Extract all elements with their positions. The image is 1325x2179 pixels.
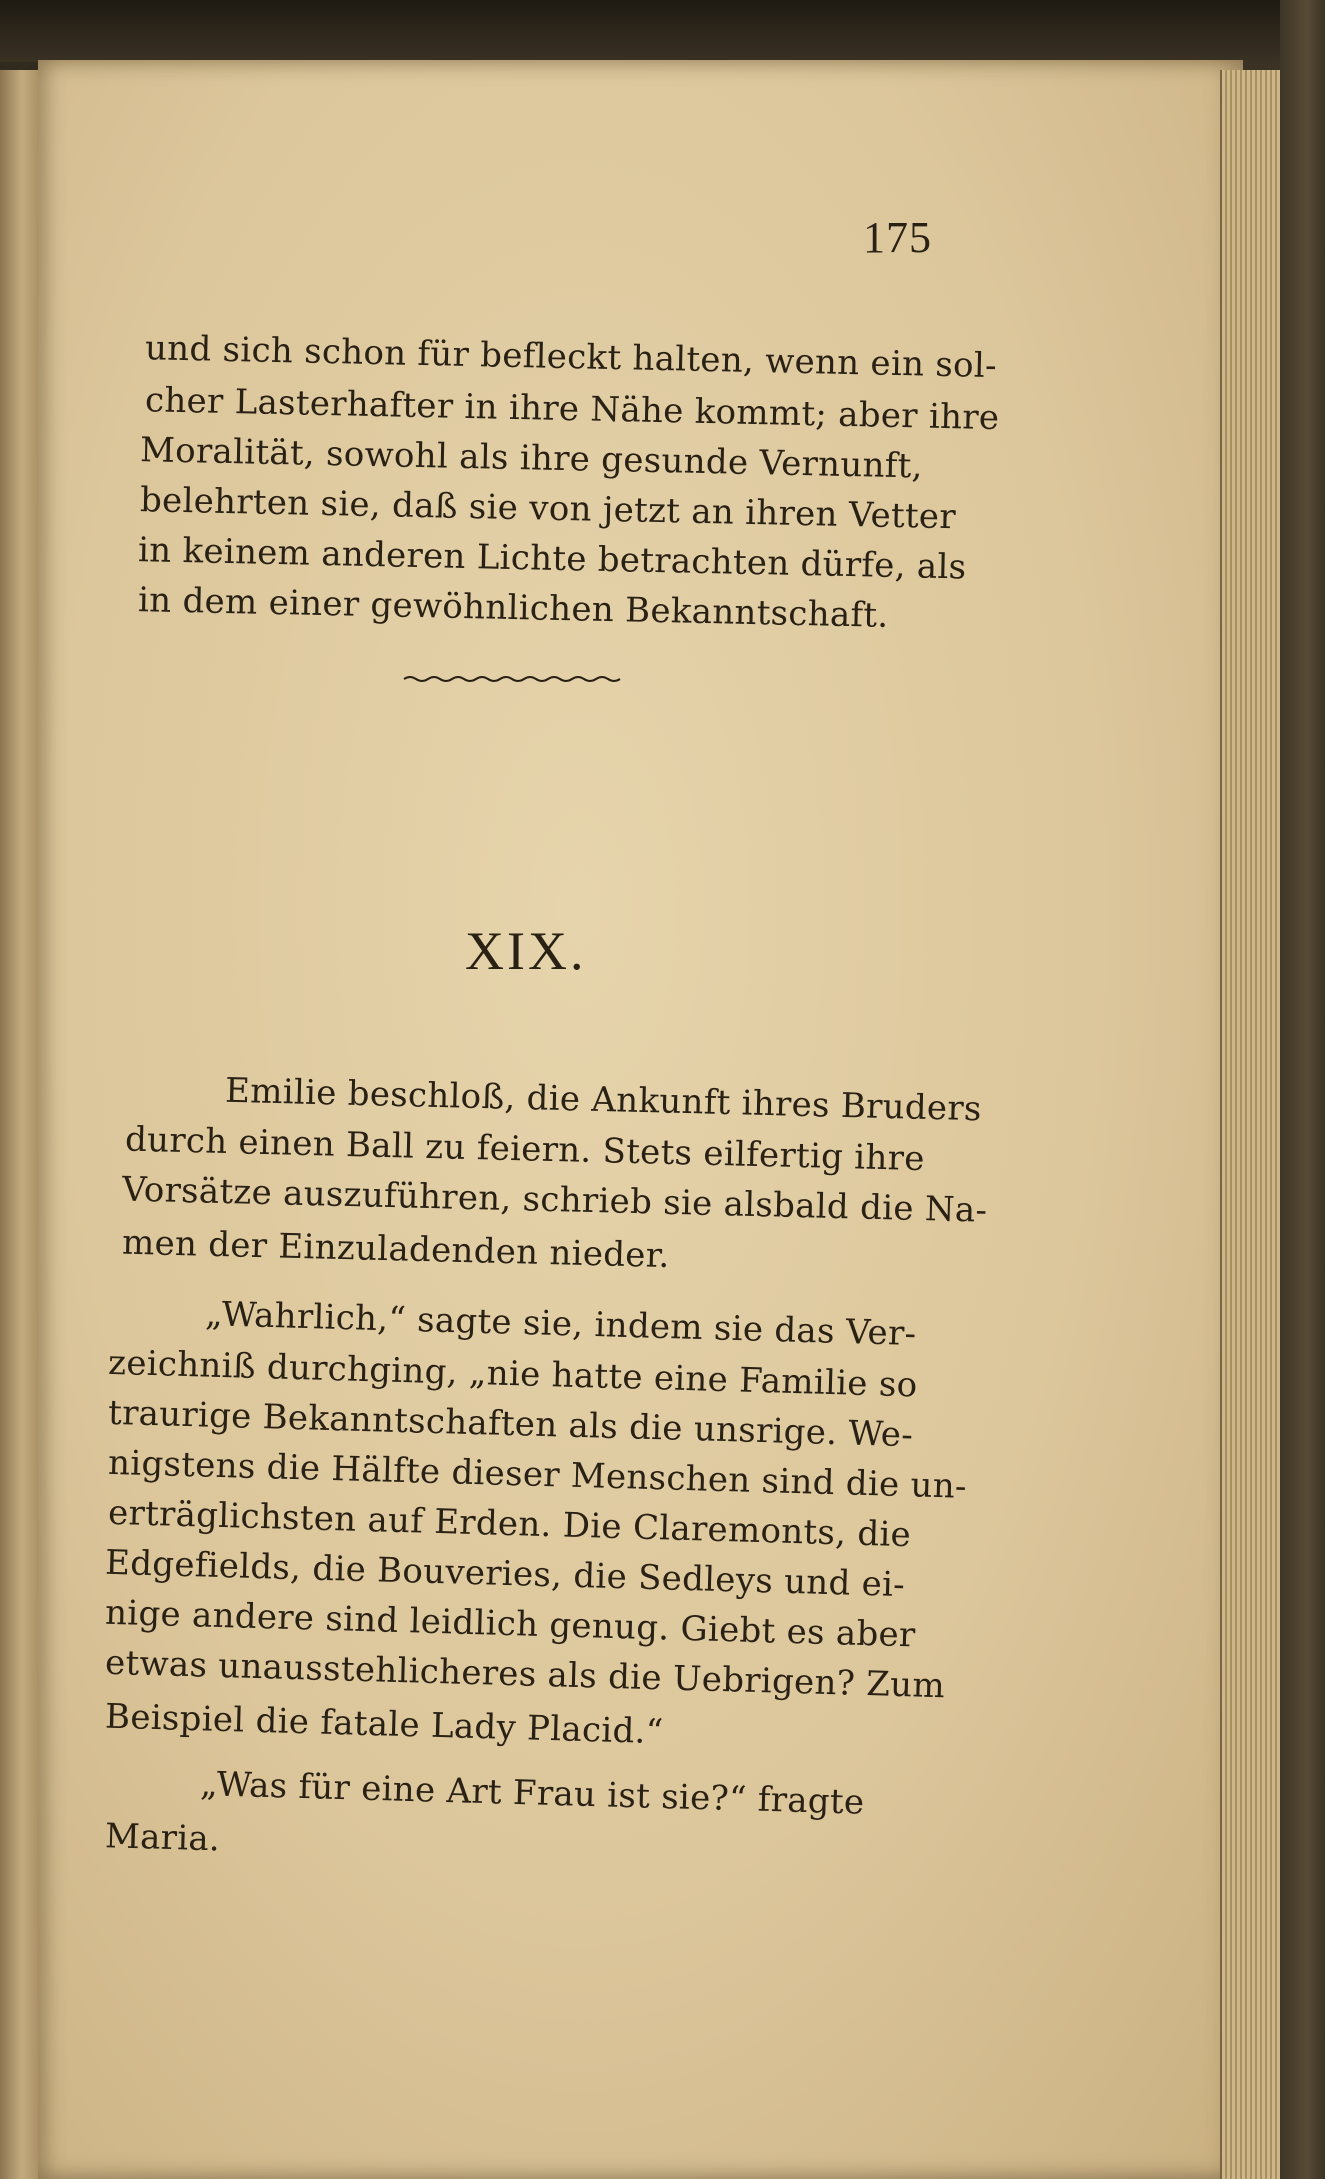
- text-line: erträglichsten auf Erden. Die Claremonts, die: [107, 1492, 912, 1556]
- text-line: Vorsätze auszuführen, schrieb sie alsbald die Na-: [121, 1169, 988, 1231]
- page-block-edges: [1220, 70, 1282, 2179]
- page-number: 175: [863, 213, 932, 262]
- text-line: Beispiel die fatale Lady Placid.“: [104, 1696, 664, 1753]
- book-cover-board: [1280, 0, 1325, 2179]
- text-line: zeichniß durchging, „nie hatte eine Familie so: [107, 1342, 918, 1406]
- text-line: „Was für eine Art Frau ist sie?“ fragte: [199, 1764, 865, 1823]
- section-divider-ornament: [402, 673, 622, 685]
- text-line: und sich schon für befleckt halten, wenn ein sol-: [144, 328, 998, 387]
- text-line: „Wahrlich,“ sagte sie, indem sie das Ver-: [204, 1294, 917, 1355]
- chapter-heading: XIX.: [465, 921, 587, 981]
- book-top-edge: [0, 0, 1325, 62]
- text-line: traurige Bekanntschaften als die unsrige. We-: [107, 1392, 914, 1456]
- text-line: Edgefields, die Bouveries, die Sedleys und ei-: [104, 1542, 906, 1606]
- text-line: nigstens die Hälfte dieser Menschen sind die un-: [107, 1442, 968, 1507]
- text-line: nige andere sind leidlich genug. Giebt es aber: [104, 1592, 917, 1656]
- text-line: Maria.: [104, 1816, 221, 1860]
- text-line: men der Einzuladenden nieder.: [121, 1222, 671, 1277]
- text-line: Emilie beschloß, die Ankunft ihres Bruders: [224, 1070, 983, 1130]
- facing-page-edge: [0, 70, 42, 2179]
- text-line: belehrten sie, daß sie von jetzt an ihren Vetter: [139, 480, 957, 538]
- text-line: Moralität, sowohl als ihre gesunde Vernunft,: [139, 430, 924, 487]
- text-line: in dem einer gewöhnlichen Bekanntschaft.: [137, 580, 889, 636]
- text-line: cher Lasterhafter in ihre Nähe kommt; aber ihre: [144, 380, 1000, 439]
- text-line: etwas unausstehlicheres als die Uebrigen? Zum: [104, 1642, 946, 1707]
- text-line: durch einen Ball zu feiern. Stets eilfertig ihre: [124, 1119, 926, 1180]
- text-line: in keinem anderen Lichte betrachten dürfe, als: [137, 530, 967, 588]
